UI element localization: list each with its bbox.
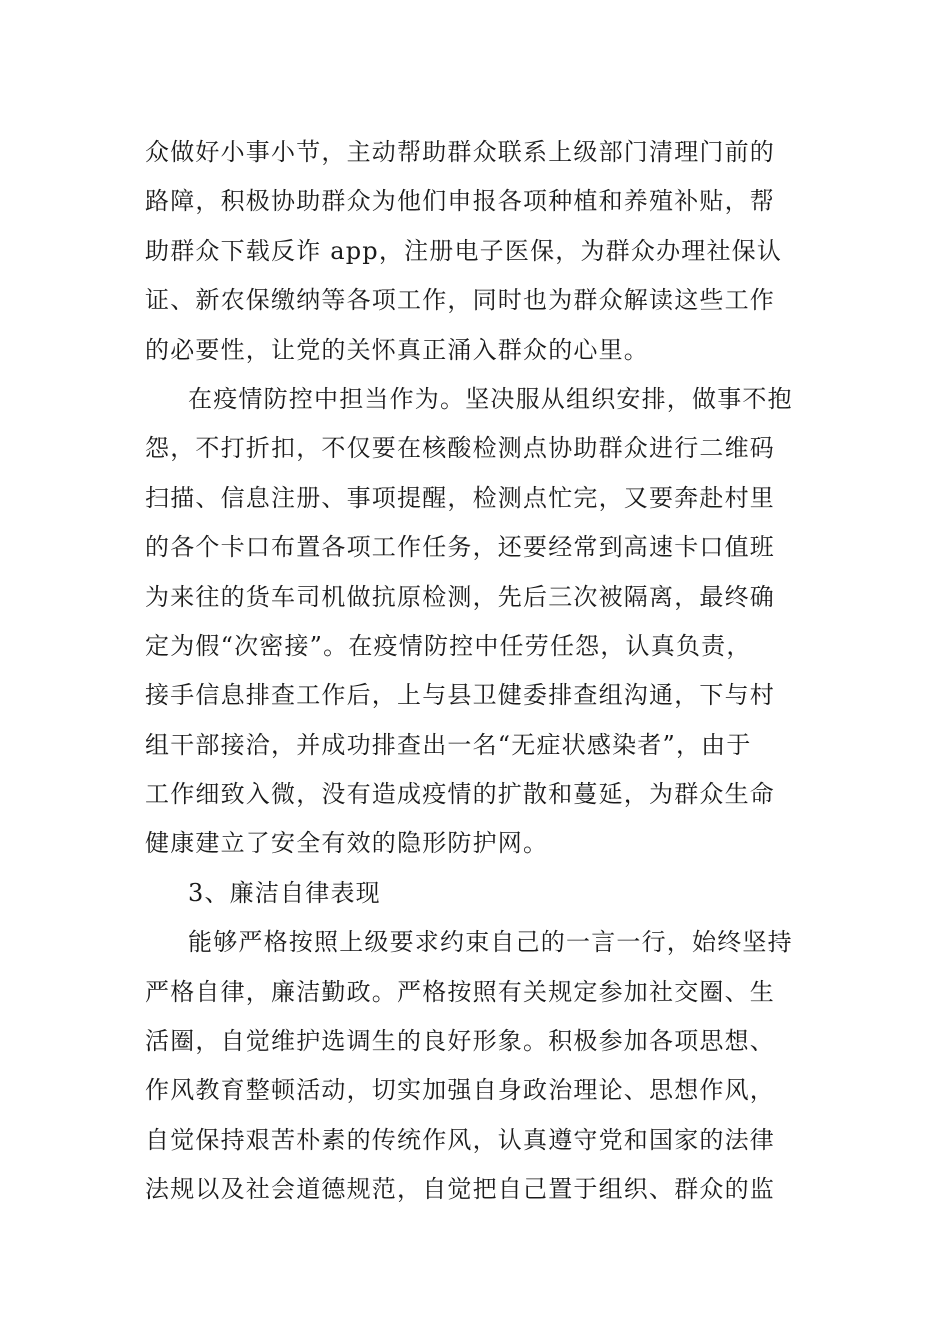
text-line: 路障，积极协助群众为他们申报各项种植和养殖补贴，帮 bbox=[145, 187, 775, 216]
text-line: 工作细致入微，没有造成疫情的扩散和蔓延，为群众生命 bbox=[145, 780, 775, 809]
text-line: 法规以及社会道德规范，自觉把自己置于组织、群众的监 bbox=[145, 1175, 775, 1204]
text-line: 定为假“次密接”。在疫情防控中任劳任怨，认真负责， bbox=[145, 631, 752, 660]
text-line: 的必要性，让党的关怀真正涌入群众的心里。 bbox=[145, 335, 649, 364]
document-body bbox=[145, 128, 825, 1215]
text-line: 为来往的货车司机做抗原检测，先后三次被隔离，最终确 bbox=[145, 582, 775, 611]
text-line: 组干部接洽，并成功排查出一名“无症状感染者”，由于 bbox=[145, 730, 752, 759]
text-line: 助群众下载反诈 app，注册电子医保，为群众办理社保认 bbox=[145, 236, 783, 265]
text-line: 证、新农保缴纳等各项工作，同时也为群众解读这些工作 bbox=[145, 286, 775, 315]
text-line: 严格自律，廉洁勤政。严格按照有关规定参加社交圈、生 bbox=[145, 977, 775, 1006]
paragraph-start-line: 能够严格按照上级要求约束自己的一言一行，始终坚持 bbox=[188, 928, 793, 957]
text-line: 自觉保持艰苦朴素的传统作风，认真遵守党和国家的法律 bbox=[145, 1125, 775, 1154]
text-line: 活圈，自觉维护选调生的良好形象。积极参加各项思想、 bbox=[145, 1027, 775, 1056]
section-heading: 3、廉洁自律表现 bbox=[188, 878, 381, 907]
text-line: 扫描、信息注册、事项提醒，检测点忙完，又要奔赴村里 bbox=[145, 483, 775, 512]
text-line: 接手信息排查工作后，上与县卫健委排查组沟通，下与村 bbox=[145, 681, 775, 710]
text-line: 的各个卡口布置各项工作任务，还要经常到高速卡口值班 bbox=[145, 533, 775, 562]
text-line: 健康建立了安全有效的隐形防护网。 bbox=[145, 829, 549, 858]
paragraph-start-line: 在疫情防控中担当作为。坚决服从组织安排，做事不抱 bbox=[188, 384, 793, 413]
text-line: 众做好小事小节，主动帮助群众联系上级部门清理门前的 bbox=[145, 138, 775, 166]
text-line: 作风教育整顿活动，切实加强自身政治理论、思想作风， bbox=[145, 1076, 775, 1105]
text-line: 怨，不打折扣，不仅要在核酸检测点协助群众进行二维码 bbox=[145, 434, 775, 463]
